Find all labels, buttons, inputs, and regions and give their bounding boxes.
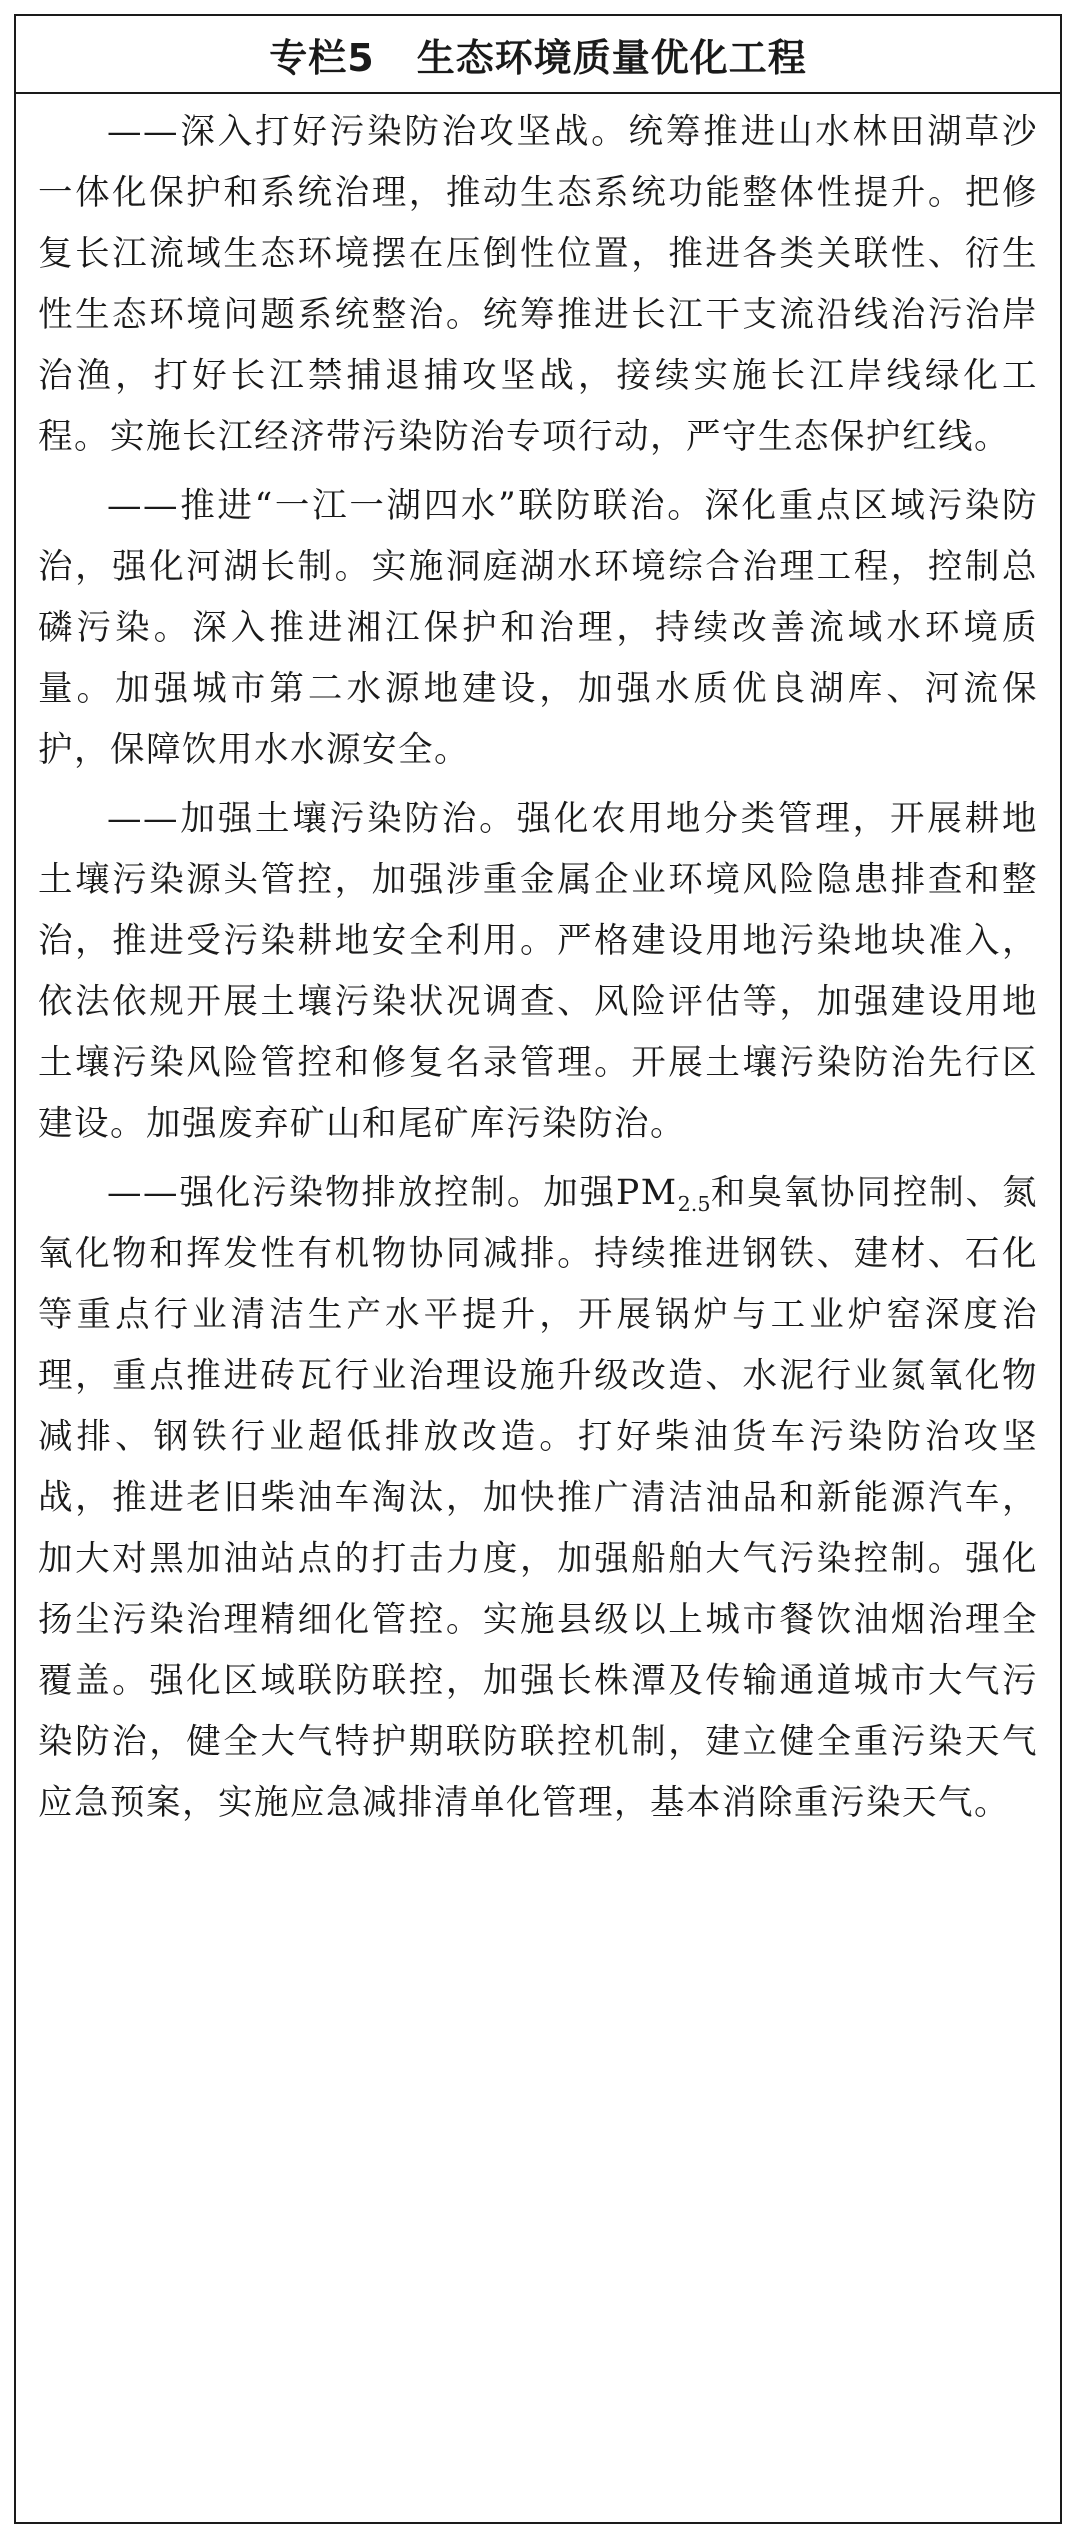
paragraph-eco-protection: ——深入打好污染防治攻坚战。统筹推进山水林田湖草沙一体化保护和系统治理，推动生态系统功能整体性提升。把修复长江流域生态环境摆在压倒性位置，推进各类关联性、衍生性生态环境问题系统整治。统筹推进长江干支流沿线治污治岸治渔，打好长江禁捕退捕攻坚战，接续实施长江岸线绿化工程。实施长江经济带污染防治专项行动，严守生态保护红线。 xyxy=(38,112,1038,457)
paragraph-soil-control: ——加强土壤污染防治。强化农用地分类管理，开展耕地土壤污染源头管控，加强涉重金属企业环境风险隐患排查和整治，推进受污染耕地安全利用。严格建设用地污染地块准入，依法依规开展土壤污染状况调查、风险评估等，加强建设用地土壤污染风险管控和修复名录管理。开展土壤污染防治先行区建设。加强废弃矿山和尾矿库污染防治。 xyxy=(38,799,1038,1144)
paragraph-water-control: ——推进“一江一湖四水”联防联治。深化重点区域污染防治，强化河湖长制。实施洞庭湖水环境综合治理工程，控制总磷污染。深入推进湘江保护和治理，持续改善流域水环境质量。加强城市第二水源地建设，加强水质优良湖库、河流保护，保障饮用水水源安全。 xyxy=(38,486,1038,770)
column-header xyxy=(16,16,1060,94)
column-body xyxy=(16,94,1060,1834)
paragraph-text-start: ——强化污染物排放控制。加强PM xyxy=(107,1173,678,1213)
column-title: 生态环境质量优化工程 xyxy=(416,35,807,80)
paragraph-emission-control xyxy=(38,1163,1038,1834)
column-label: 专栏5 xyxy=(269,35,375,80)
column-box xyxy=(14,14,1062,2524)
pm-subscript: 2.5 xyxy=(677,1192,711,1217)
paragraph-text-end: 和臭氧协同控制、氮氧化物和挥发性有机物协同减排。持续推进钢铁、建材、石化等重点行业清洁生产水平提升，开展锅炉与工业炉窑深度治理，重点推进砖瓦行业治理设施升级改造、水泥行业氮氧化物减排、钢铁行业超低排放改造。打好柴油货车污染防治攻坚战，推进老旧柴油车淘汰，加快推广清洁油品和新能源汽车，加大对黑加油站点的打击力度，加强船舶大气污染控制。强化扬尘污染治理精细化管控。实施县级以上城市餐饮油烟治理全覆盖。强化区域联防联控，加强长株潭及传输通道城市大气污染防治，健全大气特护期联防联控机制，建立健全重污染天气应急预案，实施应急减排清单化管理，基本消除重污染天气。 xyxy=(38,1173,1038,1823)
